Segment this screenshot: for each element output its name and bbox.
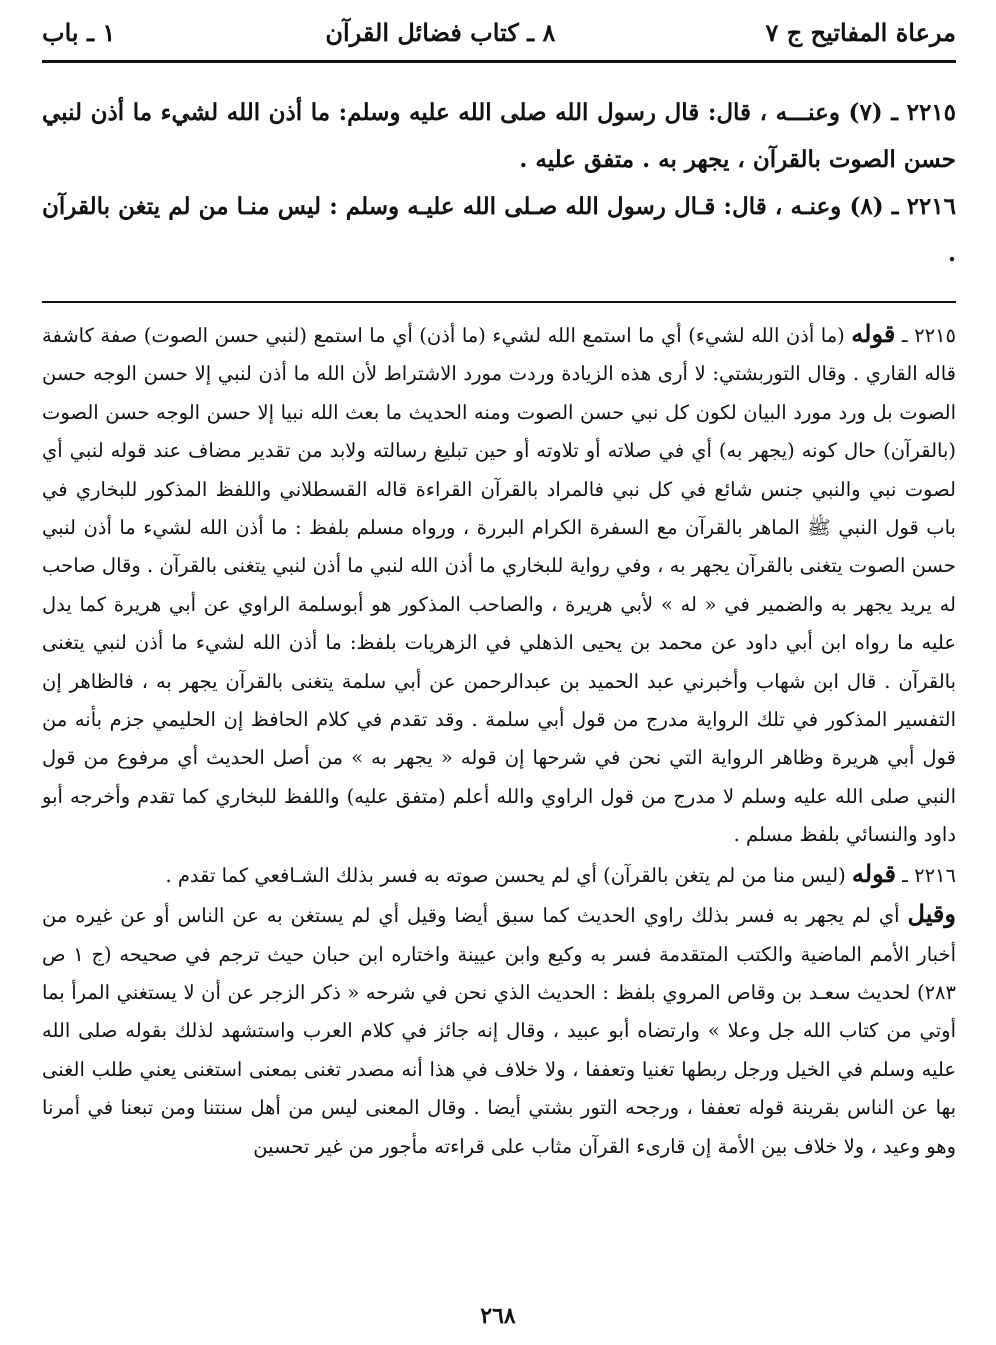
commentary-number: ٢٢١٥ ـ	[901, 324, 956, 347]
hadith-text-block	[42, 89, 956, 277]
hadith-number: ٢٢١٦ ـ (٨)	[849, 193, 956, 220]
commentary-body: (ليس منا من لم يتغن بالقرآن) أي لم يحسن صوته به فسر بذلك الشـافعي كما تقدم .	[165, 863, 846, 887]
section-divider	[42, 301, 956, 303]
chapter-title: ٨ ـ كتاب فضائل القرآن	[325, 18, 556, 47]
header-rule	[42, 60, 956, 63]
commentary-lead-word: قوله	[851, 319, 896, 348]
commentary-continuation	[42, 895, 956, 1166]
commentary-lead-word: قوله	[851, 858, 896, 888]
hadith-body: وعنـــه ، قال: قال رسول الله صلى الله عليه وسلم: ما أذن الله لشيء ما أذن لنبي حسن الصوت بالقرآن ، يجهر به . متفق عليه .	[42, 99, 956, 173]
hadith-2215	[42, 89, 956, 183]
hadith-number: ٢٢١٥ ـ (٧)	[848, 99, 957, 126]
commentary-lead-word: وقيل	[907, 899, 956, 929]
book-title: مرعاة المفاتيح ج ٧	[765, 18, 956, 47]
commentary-block	[42, 315, 956, 1166]
commentary-body: أي لم يجهر به فسر بذلك راوي الحديث كما سبق أيضا وقيل أي لم يستغن به عن الناس أو عن غيره من أخبار الأمم الماضية والكتب المتقدمة فسر به وكيع وابن عيينة واختاره ابن حبان حيث ترجم في صحيحه (ج ١ ص ٢٨٣) لحديث سعـد بن وقاص المروي بلفظ : الحديث الذي نحن في شرحه « ذكر الزجر عن أن لا يستغني المرأ بما أوتي من كتاب الله جل وعلا » وارتضاه أبو عبيد ، وقال إنه جائز في كلام العرب واستشهد لذلك بقوله صلى الله عليه وسلم في الخيل ورجل ربطها تغنيا وتعففا ، ولا خلاف في هذا أنه مصدر تغنى بمعنى استغنى يعني طلب الغنى بها عن الناس بقرينة قوله تعففا ، ورجحه التور بشتي أيضا . وقال المعنى ليس من أهل سنتنا ومن تبعنا في أمرنا وهو وعيد ، ولا خلاف بين الأمة إن قارىء القرآن مثاب على قراءته مأجور من غير تحسين	[42, 904, 956, 1158]
commentary-2216	[42, 855, 956, 895]
section-label: ١ ـ باب	[42, 18, 116, 47]
page-number: ٢٦٨	[480, 1303, 516, 1329]
hadith-2216	[42, 183, 956, 277]
commentary-2215	[42, 315, 956, 855]
running-header	[42, 18, 956, 58]
commentary-body: (ما أذن الله لشيء) أي ما استمع الله لشيء (ما أذن) أي ما استمع (لنبي حسن الصوت) صفة كاشفة قاله القاري . وقال التوربشتي: لا أرى هذه الزيادة وردت مورد الاشتراط لأن الله ما أذن لنبي إلا حسن الوجه حسن الصوت بل ورد مورد البيان لكون كل نبي حسن الصوت ومنه الحديث ما بعث الله نبيا إلا حسن الوجه حسن الصوت (بالقرآن) حال كونه (يجهر به) أي في صلاته أو تلاوته أو حين تبليغ رسالته ولابد من تقدير مضاف عند قوله لنبي أي لصوت نبي والنبي جنس شائع في كل نبي فالمراد بالقرآن القراءة قاله القسطلاني واللفظ المذكور للبخاري في باب قول النبي ﷺ الماهر بالقرآن مع السفرة الكرام البررة ، ورواه مسلم بلفظ : ما أذن الله لشيء ما أذن لنبي حسن الصوت يتغنى بالقرآن يجهر به ، وفي رواية للبخاري ما أذن الله لنبي ما أذن لنبي يتغنى بالقرآن . وقال صاحب له يريد يجهر به والضمير في « له » لأبي هريرة ، والصاحب المذكور هو أبوسلمة الراوي عن أبي هريرة كما يدل عليه ما رواه ابن أبي داود عن محمد بن يحيى الذهلي في الزهريات بلفظ: ما أذن الله لشيء ما أذن لنبي يتغنى بالقرآن . قال ابن شهاب وأخبرني عبد الحميد بن عبدالرحمن عن أبي سلمة يتغنى بالقرآن يجهر به ، فالظاهر إن التفسير المذكور في تلك الرواية مدرج من قول أبي سلمة . وقد تقدم في كلام الحافظ إن الحليمي جزم بأنه من قول أبي هريرة وظاهر الرواية التي نحن في شرحها إن قوله « يجهر به » من أصل الحديث أي مرفوع من قول النبي صلى الله عليه وسلم لا مدرج من قول الراوي والله أعلم (متفق عليه) واللفظ للبخاري كما تقدم وأخرجه أبو داود والنسائي بلفظ مسلم .	[42, 324, 956, 847]
hadith-body: وعنـه ، قال: قـال رسول الله صـلى الله عليـه وسلم : ليس منـا من لم يتغن بالقرآن .	[42, 193, 956, 267]
commentary-number: ٢٢١٦ ـ	[902, 863, 956, 887]
